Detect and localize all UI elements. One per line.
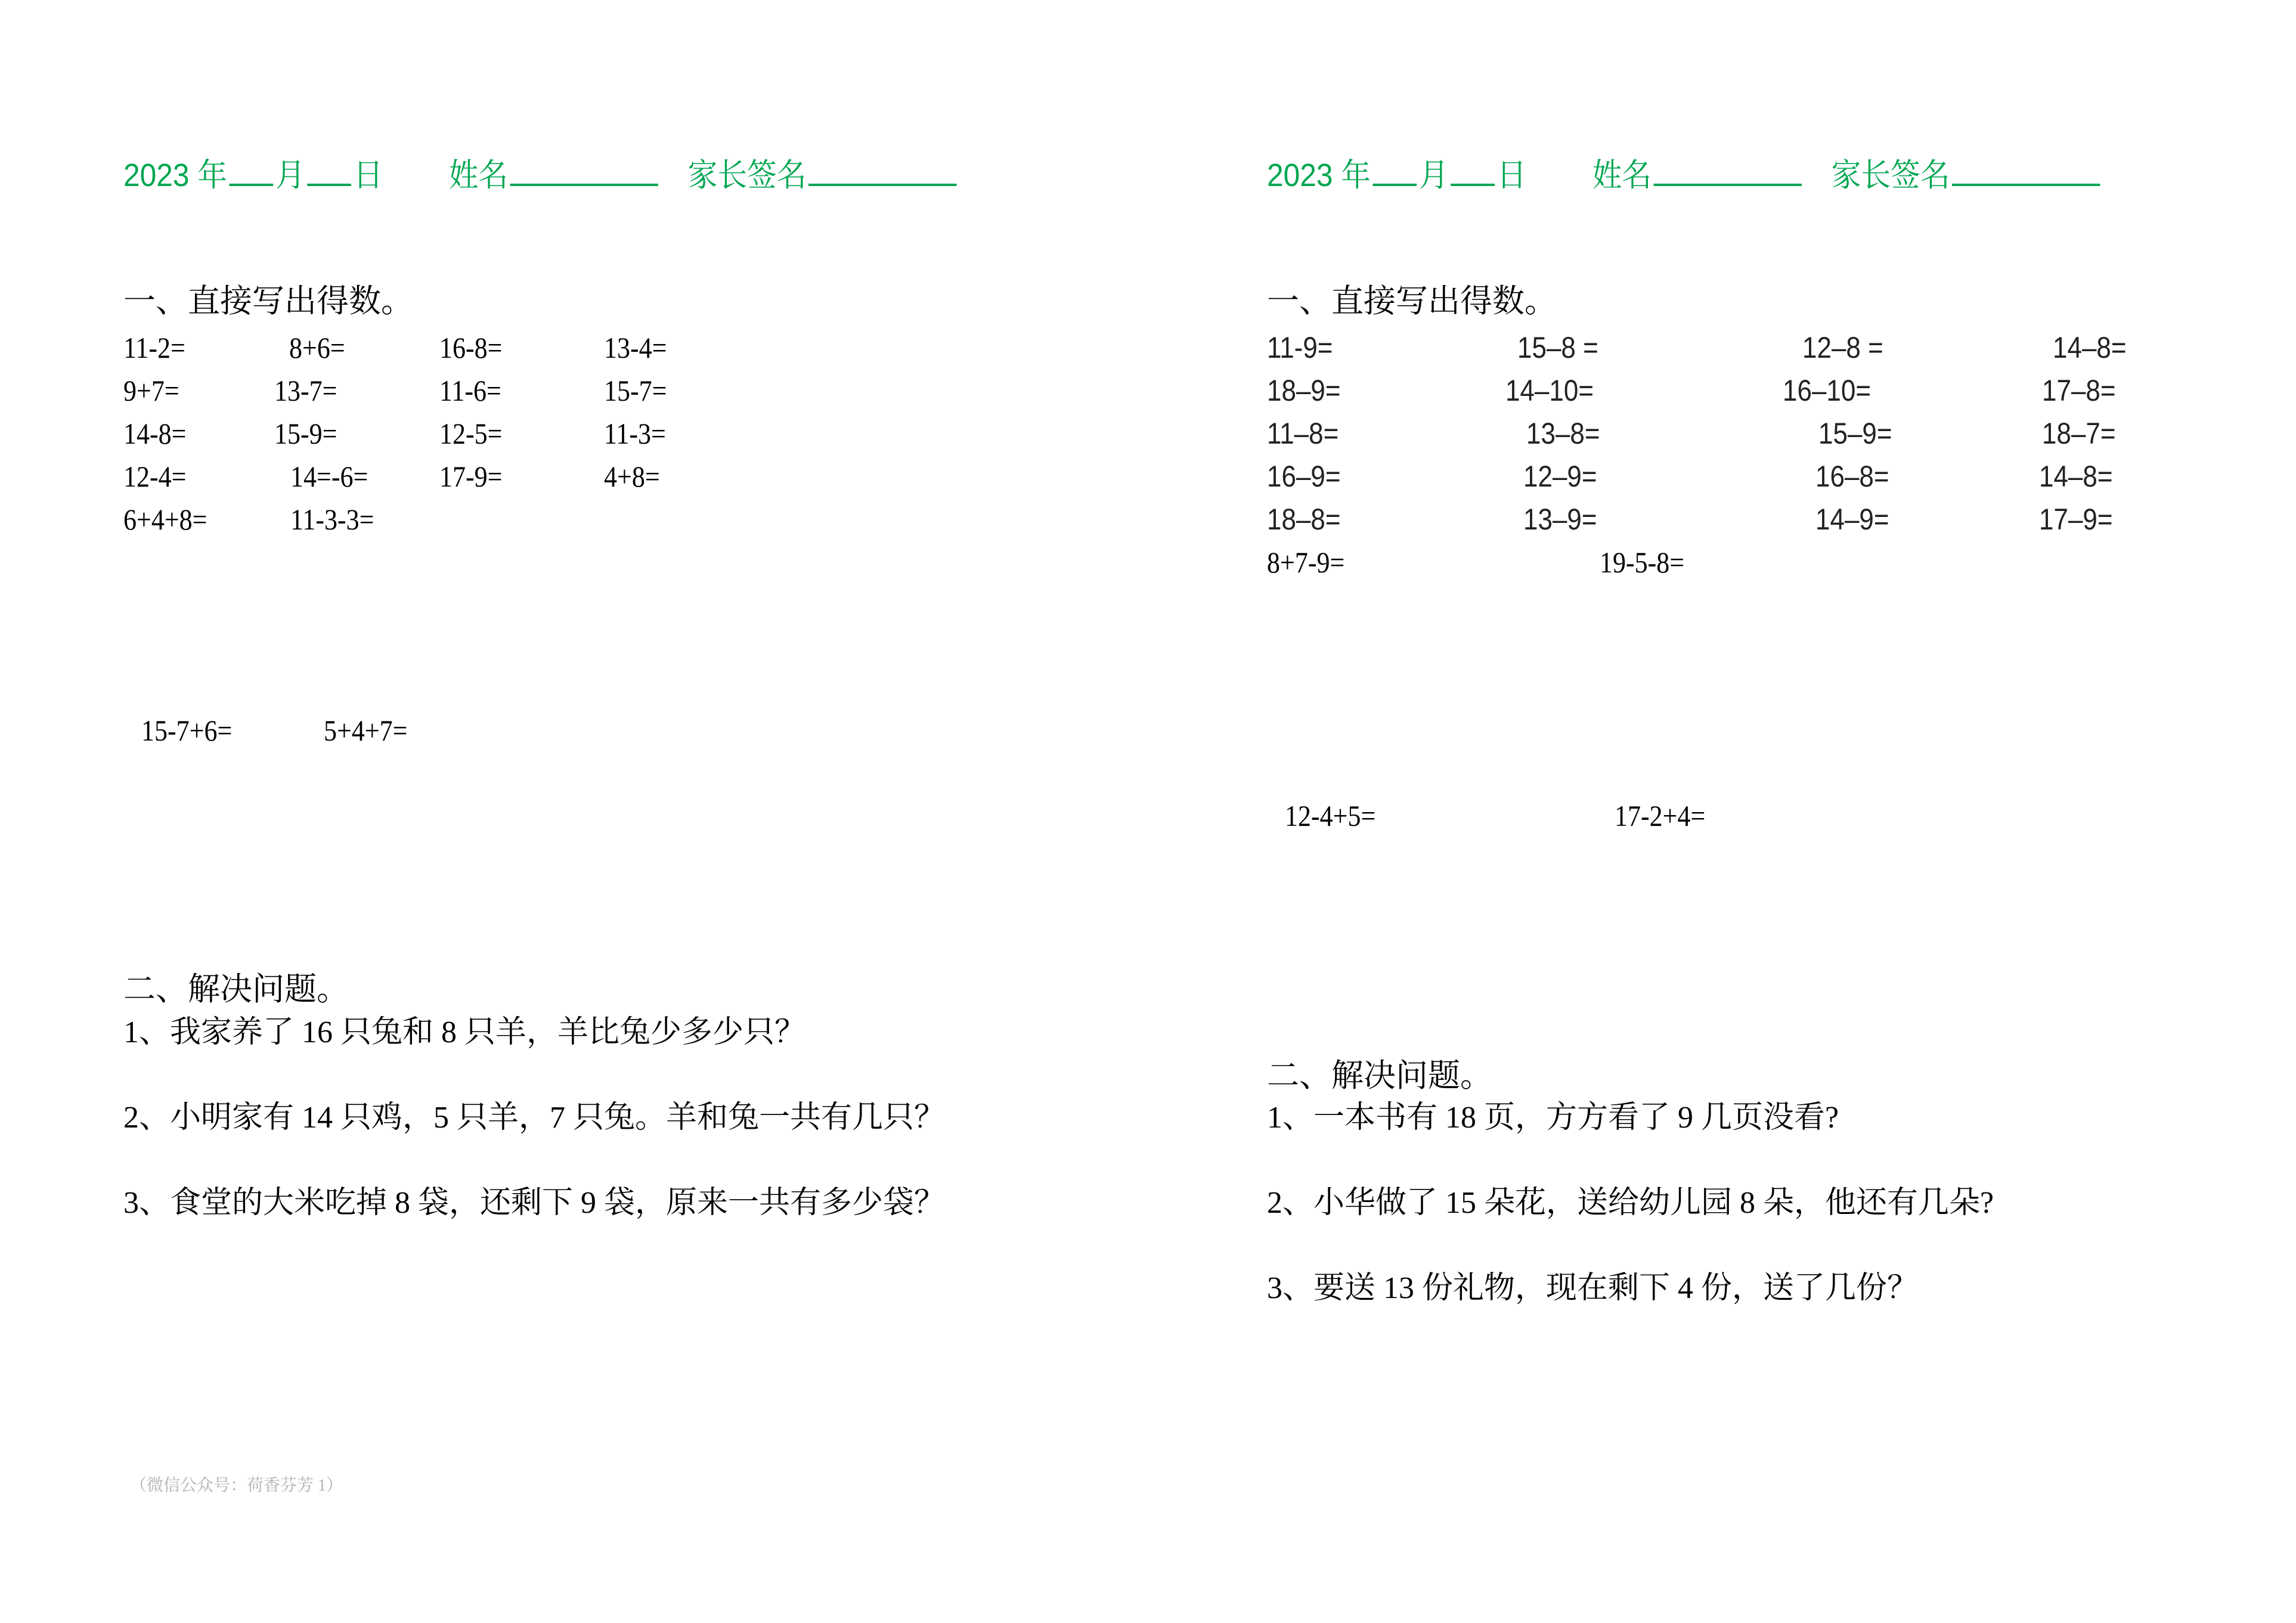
equation: 11-9= <box>1267 331 1333 364</box>
equation: 15-7+6= <box>141 714 233 747</box>
word-problem: 1、我家养了 16 只兔和 8 只羊，羊比兔少多少只？ <box>123 1015 806 1049</box>
equation: 11-3-3= <box>290 503 374 536</box>
equation: 18–8= <box>1267 503 1341 536</box>
equation: 11–8= <box>1267 417 1339 450</box>
equation: 5+4+7= <box>324 714 408 747</box>
equation: 12–9= <box>1523 460 1597 493</box>
day-blank[interactable] <box>1451 156 1495 186</box>
equation: 13-7= <box>274 374 337 407</box>
equation: 17–8= <box>2042 374 2116 407</box>
equation: 8+6= <box>289 331 345 364</box>
parent-sign-label: 家长签名 <box>687 157 807 193</box>
word-problem: 3、食堂的大米吃掉 8 袋，还剩下 9 袋，原来一共有多少袋？ <box>123 1186 946 1220</box>
equation: 9+7= <box>123 374 179 407</box>
equation: 12-4= <box>123 460 187 493</box>
equation: 14–8= <box>2039 460 2113 493</box>
header-line <box>1267 156 2102 191</box>
equation: 13–9= <box>1523 503 1597 536</box>
equation: 14–8= <box>2053 331 2127 364</box>
equation: 11-3= <box>604 417 666 450</box>
year-label: 2023 年 <box>123 157 228 193</box>
section2-title: 二、解决问题。 <box>123 971 349 1007</box>
equation: 15-9= <box>274 417 337 450</box>
section1-title: 一、直接写出得数。 <box>123 283 413 319</box>
equation: 11-6= <box>439 374 501 407</box>
equation: 15–9= <box>1818 417 1892 450</box>
equation: 14–9= <box>1815 503 1889 536</box>
parent-sign-blank[interactable] <box>1952 156 2100 186</box>
equation: 19-5-8= <box>1600 546 1685 579</box>
parent-sign-label: 家长签名 <box>1831 157 1950 193</box>
equation: 14=-6= <box>290 460 368 493</box>
equation: 16-8= <box>439 331 503 364</box>
name-blank[interactable] <box>510 156 658 186</box>
name-label: 姓名 <box>448 157 509 193</box>
equation: 16–9= <box>1267 460 1341 493</box>
footer-watermark: （微信公众号：荷香芬芳 1） <box>130 1476 343 1495</box>
day-label: 日 <box>353 157 383 193</box>
name-label: 姓名 <box>1592 157 1652 193</box>
equation: 16–8= <box>1815 460 1889 493</box>
parent-sign-blank[interactable] <box>808 156 956 186</box>
month-blank[interactable] <box>230 156 274 186</box>
equation: 15-7= <box>604 374 667 407</box>
equation: 13–8= <box>1526 417 1600 450</box>
equation: 14-8= <box>123 417 187 450</box>
month-label: 月 <box>1418 157 1449 193</box>
equation: 13-4= <box>604 331 667 364</box>
equation: 8+7-9= <box>1267 546 1345 579</box>
section1-title: 一、直接写出得数。 <box>1267 283 1557 319</box>
word-problem: 2、小华做了 15 朵花，送给幼儿园 8 朵，他还有几朵? <box>1267 1186 1994 1220</box>
month-label: 月 <box>275 157 305 193</box>
word-problem: 3、要送 13 份礼物，现在剩下 4 份，送了几份？ <box>1267 1271 1919 1305</box>
equation: 12-4+5= <box>1285 799 1376 832</box>
month-blank[interactable] <box>1373 156 1417 186</box>
equation: 4+8= <box>604 460 660 493</box>
name-blank[interactable] <box>1654 156 1802 186</box>
equation: 15–8 = <box>1517 331 1598 364</box>
section2-title: 二、解决问题。 <box>1267 1058 1492 1094</box>
equation: 18–7= <box>2042 417 2116 450</box>
word-problem: 2、小明家有 14 只鸡，5 只羊，7 只兔。羊和兔一共有几只？ <box>123 1101 946 1135</box>
equation: 14–10= <box>1505 374 1594 407</box>
equation: 11-2= <box>123 331 185 364</box>
equation: 17-9= <box>439 460 503 493</box>
equation: 16–10= <box>1783 374 1871 407</box>
equation: 12–8 = <box>1802 331 1883 364</box>
day-blank[interactable] <box>307 156 351 186</box>
equation: 17-2+4= <box>1615 799 1706 832</box>
equation: 17–9= <box>2039 503 2113 536</box>
word-problem: 1、一本书有 18 页，方方看了 9 几页没看? <box>1267 1101 1839 1135</box>
equation: 6+4+8= <box>123 503 207 536</box>
day-label: 日 <box>1496 157 1527 193</box>
equation: 18–9= <box>1267 374 1341 407</box>
header-line <box>123 156 959 191</box>
equation: 12-5= <box>439 417 503 450</box>
year-label: 2023 年 <box>1267 157 1371 193</box>
